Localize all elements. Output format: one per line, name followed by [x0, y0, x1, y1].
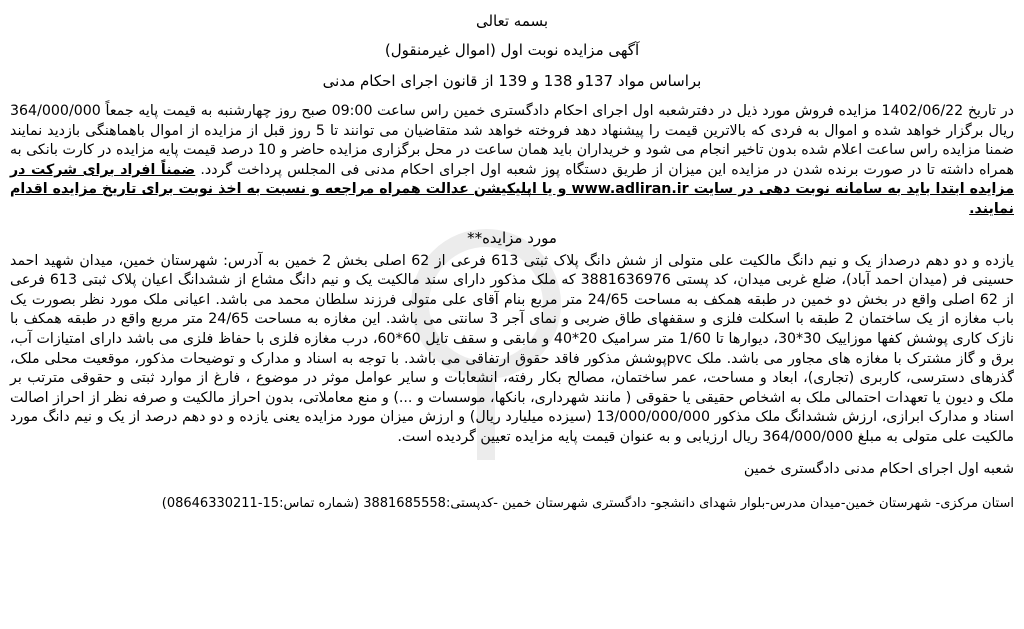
- address-line: استان مرکزی- شهرستان خمین-میدان مدرس-بلوار شهدای دانشجو- دادگستری شهرستان خمین -کدپستی:3881685558 (شماره تماس:15-08646330211): [161, 495, 1014, 511]
- auction-notice: [6, 4, 1018, 625]
- subject-paragraph: یازده و دو دهم درصداز یک و نیم دانگ مالکیت علی متولی از شش دانگ پلاک ثبتی 613 فرعی از 62 اصلی بخش 2 خمین به آدرس: شهرستان خمین، میدان شهید احمد حسینی فر (میدان احمد آباد)، ضلع غربی میدان، کد پستی 3881636976 که ملک مذکور دارای سند مالکیت یک و نیم دانگ مشاع از ششدانگ اعیان پلاک ثبتی 613 فرعی از 62 اصلی واقع در بخش دو خمین در طبقه همکف به مساحت 24/65 متر مربع بنام آقای علی متولی فرزند سلطان محمد می باشد. اعیانی ملک مورد نظر بصورت یک باب مغازه از یک ساختمان 2 طبقه با اسکلت فلزی و سقفهای طاق ضربی و نمای آجر 3 سانتی می باشد. این مغازه به مساحت 24/65 متر مربع واقع در طبقه همکف با نازک کاری پوشش کفها موزاییک 30*30، دیوارها تا 1/60 متر سرامیک 20*40 و مابقی و سقف تایل 60*60، درب مغازه فلزی با حفاظ فلزی می باشد دارای امتیازات آب، برق و گاز مشترک با مغازه های مجاور می باشد. ملک pvcپوشش مذکور فاقد حقوق ارتفاقی می باشد. با توجه به اسناد و مدارک و توضیحات مذکور، موقعیت محلی ملک، گذرهای دسترسی، کاربری (تجاری)، ابعاد و مساحت، عمر ساختمان، مصالح بکار رفته، انشعابات و سایر عوامل موثر در موضوع ، فارغ از موارد ثبتی و حقوقی مترتب بر ملک و دیون یا تعهدات احتمالی ملک به اشخاص حقیقی یا حقوقی ( مانند شهرداری، بانکها، موسسات و ...) و منع معاملاتی، بدون احراز مالکیت و صرفه نظر از احراز اصالت اسناد و مدارک ابرازی، ارزش ششدانگ ملک مذکور 13/000/000/000 (سیزده میلیارد ریال) و ارزش میزان مورد مزایده یعنی یازده و دو دهم درصد از یک و نیم دانگ مورد مالکیت علی متولی به مبلغ 364/000/000 ریال ارزیابی و به عنوان قیمت پایه مزایده تعیین گردیده است.: [10, 252, 1015, 445]
- notice-subtitle: براساس مواد 137و 138 و 139 از قانون اجرای احکام مدنی: [322, 72, 702, 90]
- intro-text: در تاریخ 1402/06/22 مزایده فروش مورد ذیل در دفترشعبه اول اجرای احکام دادگستری خمین راس ساعت 09:00 صبح روز چهارشنبه به قیمت پایه جمعاً 364/000/000 ریال برگزار خواهد شده و اموال به فردی که بالاترین قیمت را پیشنهاد دهد فروخته خواهد شد متقاضیان می توانند تا 5 روز قبل از مزایده از اموال باهماهنگی بازدید نمایند ضمنا مزایده راس ساعت اعلام شده بدون تاخیر انجام می شود و خریداران باید همان ساعت در محل برگزاری مزایده حاضر و 10 درصد قیمت پایه مزایده در کارت بانکی به همراه داشته تا در صورت برنده شدن در مزایده این میزان از طریق دستگاه پوز شعبه اول اجرای احکام مدنی فی المجلس پرداخت گردد.: [10, 103, 1015, 178]
- bismillah: بسمه تعالی: [475, 12, 549, 30]
- registration-note: ضمناً افراد برای شرکت در مزایده ابتدا باید به سامانه نوبت دهی در سایت www.adliran.ir و یا اپلیکیشن عدالت همراه مراجعه و نسبت به اخذ نوبت برای تاریخ مزایده اقدام نمایند.: [10, 161, 1014, 217]
- intro-paragraph: [10, 102, 1014, 220]
- notice-title: آگهی مزایده نوبت اول (اموال غیرمنقول): [384, 41, 640, 59]
- subject-heading: مورد مزایده**: [467, 228, 557, 247]
- signature: شعبه اول اجرای احکام مدنی دادگستری خمین: [743, 460, 1014, 477]
